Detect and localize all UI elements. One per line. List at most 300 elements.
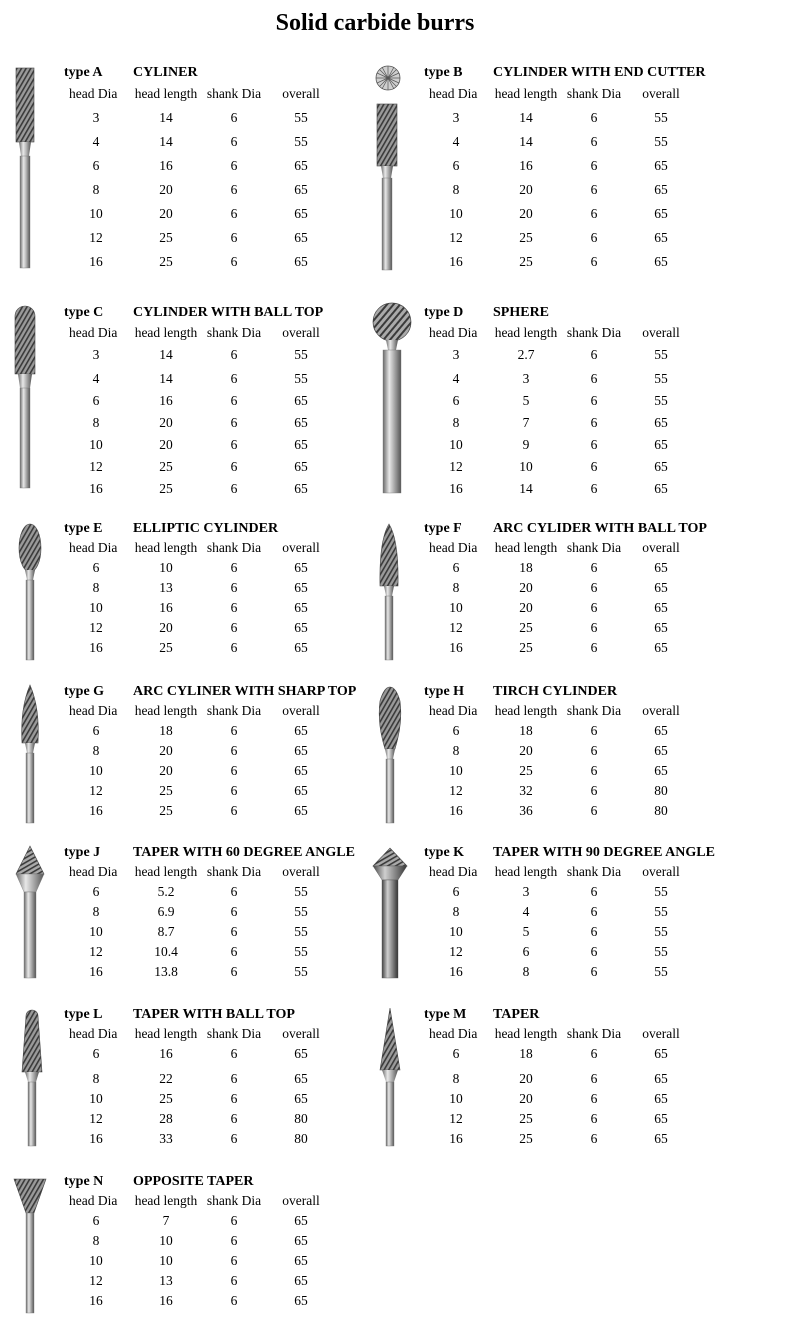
table-row [64, 578, 364, 598]
overall-cell: 65 [654, 459, 668, 474]
shank-dia-cell: 6 [590, 944, 598, 959]
shank-dia-cell: 6 [230, 1253, 238, 1268]
shank-dia-cell: 6 [590, 206, 598, 221]
head-length-cell: 20 [159, 620, 173, 635]
head-length-cell: 5 [522, 924, 530, 939]
table-row [64, 1291, 364, 1311]
table-row [64, 721, 364, 741]
head-length-cell: 4 [522, 904, 530, 919]
head-length-cell: 8.7 [157, 924, 175, 939]
shank-dia-cell: 6 [230, 459, 238, 474]
table-row [424, 478, 724, 500]
table-header-row [424, 322, 724, 344]
head-length-header: head length [494, 703, 558, 718]
shank-dia-cell: 6 [230, 743, 238, 758]
overall-cell: 65 [654, 600, 668, 615]
overall-cell: 65 [654, 560, 668, 575]
head-length-cell: 20 [159, 763, 173, 778]
table-row [64, 781, 364, 801]
head-length-cell: 25 [159, 803, 173, 818]
head-length-header: head length [134, 1193, 198, 1208]
head-dia-cell: 8 [92, 415, 100, 430]
head-dia-cell: 8 [452, 743, 460, 758]
table-row [64, 1089, 364, 1109]
overall-cell: 55 [294, 347, 308, 362]
head-dia-cell: 10 [89, 924, 103, 939]
shank-dia-cell: 6 [590, 182, 598, 197]
arc-ball-top-burr-icon [360, 520, 420, 665]
table-row [424, 1069, 724, 1089]
table-row [64, 344, 364, 366]
head-length-cell: 14 [519, 110, 533, 125]
head-length-header: head length [134, 703, 198, 718]
overall-header: overall [642, 1026, 680, 1041]
shape-name: OPPOSITE TAPER [133, 1174, 254, 1189]
overall-cell: 65 [654, 743, 668, 758]
overall-cell: 65 [654, 640, 668, 655]
overall-cell: 65 [294, 600, 308, 615]
overall-cell: 80 [654, 783, 668, 798]
type-label: type E [64, 521, 103, 536]
head-length-cell: 25 [519, 230, 533, 245]
table-row [64, 618, 364, 638]
head-dia-cell: 8 [452, 580, 460, 595]
table-row [424, 344, 724, 366]
head-dia-cell: 10 [449, 924, 463, 939]
type-label: type G [64, 684, 105, 699]
table-row [424, 781, 724, 801]
shank-dia-cell: 6 [230, 803, 238, 818]
head-dia-cell: 16 [449, 803, 463, 818]
overall-header: overall [282, 864, 320, 879]
overall-header: overall [642, 540, 680, 555]
head-dia-header: head Dia [69, 540, 118, 555]
table-row [64, 1231, 364, 1251]
overall-header: overall [642, 864, 680, 879]
shank-dia-cell: 6 [590, 580, 598, 595]
table-row [64, 1251, 364, 1271]
table-row [64, 761, 364, 781]
cylinder-ball-top-burr-icon [0, 304, 60, 494]
overall-header: overall [282, 540, 320, 555]
shape-name: SPHERE [493, 305, 550, 320]
table-row [424, 154, 724, 178]
shank-dia-cell: 6 [590, 600, 598, 615]
shank-dia-cell: 6 [590, 230, 598, 245]
overall-header: overall [282, 703, 320, 718]
overall-cell: 65 [294, 437, 308, 452]
table-row [424, 902, 724, 922]
head-dia-header: head Dia [69, 86, 118, 101]
head-length-cell: 3 [522, 884, 530, 899]
spec-table [424, 862, 724, 982]
shank-dia-cell: 6 [230, 415, 238, 430]
shank-dia-cell: 6 [230, 884, 238, 899]
head-length-cell: 6.9 [157, 904, 175, 919]
table-row [64, 154, 364, 178]
head-length-cell: 20 [159, 415, 173, 430]
table-row [424, 1109, 724, 1129]
table-row [424, 456, 724, 478]
head-dia-cell: 12 [449, 459, 463, 474]
head-length-header: head length [134, 325, 198, 340]
taper-burr-icon [360, 1006, 420, 1151]
shank-dia-cell: 6 [230, 1273, 238, 1288]
table-header-row [64, 322, 364, 344]
head-dia-header: head Dia [429, 1026, 478, 1041]
head-length-cell: 36 [519, 803, 533, 818]
head-dia-cell: 6 [92, 723, 100, 738]
shank-dia-cell: 6 [230, 134, 238, 149]
head-length-cell: 20 [159, 206, 173, 221]
shank-dia-header: shank Dia [206, 864, 262, 879]
head-length-cell: 18 [519, 1046, 533, 1061]
shank-dia-cell: 6 [590, 1111, 598, 1126]
overall-cell: 55 [294, 134, 308, 149]
head-dia-cell: 12 [89, 620, 103, 635]
table-row [424, 250, 724, 274]
shank-dia-cell: 6 [230, 1293, 238, 1308]
shank-dia-cell: 6 [590, 393, 598, 408]
shank-dia-cell: 6 [230, 182, 238, 197]
head-length-cell: 25 [159, 230, 173, 245]
shank-dia-cell: 6 [590, 347, 598, 362]
head-length-cell: 28 [159, 1111, 173, 1126]
overall-cell: 65 [654, 230, 668, 245]
head-dia-cell: 6 [452, 560, 460, 575]
overall-cell: 65 [294, 1071, 308, 1086]
head-length-cell: 20 [519, 600, 533, 615]
shank-dia-cell: 6 [230, 347, 238, 362]
head-length-cell: 25 [159, 640, 173, 655]
head-length-cell: 13.8 [154, 964, 178, 979]
taper-90-burr-icon [360, 844, 420, 984]
head-dia-cell: 16 [89, 481, 103, 496]
table-row [64, 1271, 364, 1291]
head-length-cell: 25 [519, 763, 533, 778]
shank-dia-header: shank Dia [566, 325, 622, 340]
shank-dia-header: shank Dia [206, 86, 262, 101]
head-length-cell: 5 [522, 393, 530, 408]
type-label: type B [424, 65, 463, 80]
table-header-row [64, 1191, 364, 1211]
table-row [64, 922, 364, 942]
overall-header: overall [282, 86, 320, 101]
overall-header: overall [642, 86, 680, 101]
head-dia-cell: 16 [89, 1131, 103, 1146]
overall-cell: 55 [294, 924, 308, 939]
elliptic-burr-icon [0, 520, 60, 665]
head-length-cell: 25 [159, 1091, 173, 1106]
shank-dia-header: shank Dia [206, 1193, 262, 1208]
shank-dia-cell: 6 [590, 640, 598, 655]
head-dia-cell: 3 [452, 110, 460, 125]
table-row [64, 1211, 364, 1231]
overall-cell: 65 [654, 1071, 668, 1086]
head-length-cell: 16 [159, 158, 173, 173]
shank-dia-cell: 6 [230, 110, 238, 125]
head-dia-cell: 12 [449, 230, 463, 245]
shank-dia-cell: 6 [230, 560, 238, 575]
head-length-header: head length [134, 864, 198, 879]
overall-cell: 55 [294, 110, 308, 125]
head-length-cell: 33 [159, 1131, 173, 1146]
overall-cell: 65 [654, 620, 668, 635]
table-header-row [424, 82, 724, 106]
head-length-header: head length [494, 1026, 558, 1041]
table-row [64, 202, 364, 226]
head-dia-cell: 12 [89, 459, 103, 474]
overall-cell: 55 [294, 944, 308, 959]
spec-table [64, 82, 364, 274]
head-length-cell: 10 [159, 1233, 173, 1248]
table-row [64, 801, 364, 821]
shape-name: ARC CYLINER WITH SHARP TOP [133, 684, 357, 699]
head-dia-cell: 12 [89, 1111, 103, 1126]
opposite-taper-burr-icon [0, 1173, 60, 1318]
head-length-cell: 22 [159, 1071, 173, 1086]
overall-cell: 55 [654, 134, 668, 149]
overall-header: overall [642, 325, 680, 340]
overall-cell: 80 [294, 1111, 308, 1126]
table-row [64, 456, 364, 478]
overall-cell: 65 [654, 580, 668, 595]
overall-cell: 65 [654, 1111, 668, 1126]
head-dia-cell: 6 [92, 1213, 100, 1228]
type-label: type M [424, 1007, 467, 1022]
head-dia-header: head Dia [69, 1193, 118, 1208]
head-dia-cell: 6 [452, 393, 460, 408]
table-row [424, 598, 724, 618]
table-row [64, 390, 364, 412]
type-label: type C [64, 305, 104, 320]
head-length-cell: 18 [519, 723, 533, 738]
head-length-cell: 25 [519, 1131, 533, 1146]
head-dia-cell: 3 [92, 110, 100, 125]
table-row [424, 922, 724, 942]
head-dia-cell: 10 [449, 1091, 463, 1106]
head-length-cell: 14 [159, 110, 173, 125]
head-length-cell: 5.2 [157, 884, 175, 899]
head-length-cell: 16 [159, 393, 173, 408]
table-row [424, 412, 724, 434]
table-row [424, 1129, 724, 1149]
torch-burr-icon [360, 683, 420, 828]
head-length-cell: 7 [522, 415, 530, 430]
type-label: type L [64, 1007, 103, 1022]
head-length-cell: 14 [519, 134, 533, 149]
head-dia-cell: 12 [89, 230, 103, 245]
head-dia-cell: 4 [452, 371, 460, 386]
head-dia-cell: 12 [449, 620, 463, 635]
overall-cell: 55 [654, 393, 668, 408]
spec-table [424, 701, 724, 821]
overall-cell: 65 [294, 1273, 308, 1288]
overall-cell: 65 [294, 1253, 308, 1268]
shank-dia-cell: 6 [230, 230, 238, 245]
shank-dia-cell: 6 [590, 924, 598, 939]
overall-cell: 65 [654, 1131, 668, 1146]
head-dia-cell: 4 [92, 134, 100, 149]
head-length-cell: 16 [159, 1293, 173, 1308]
spec-table [424, 1024, 724, 1149]
shank-dia-header: shank Dia [566, 1026, 622, 1041]
head-dia-cell: 12 [449, 944, 463, 959]
overall-cell: 55 [654, 964, 668, 979]
table-row [424, 721, 724, 741]
overall-cell: 80 [294, 1131, 308, 1146]
shank-dia-cell: 6 [230, 1213, 238, 1228]
shank-dia-cell: 6 [230, 620, 238, 635]
overall-header: overall [642, 703, 680, 718]
table-row [424, 390, 724, 412]
overall-cell: 65 [654, 158, 668, 173]
head-dia-cell: 16 [89, 1293, 103, 1308]
head-length-cell: 2.7 [517, 347, 535, 362]
shank-dia-header: shank Dia [566, 540, 622, 555]
head-dia-cell: 12 [449, 783, 463, 798]
overall-cell: 65 [294, 415, 308, 430]
overall-cell: 55 [654, 371, 668, 386]
shank-dia-cell: 6 [590, 158, 598, 173]
head-length-cell: 20 [159, 743, 173, 758]
shank-dia-cell: 6 [590, 134, 598, 149]
shank-dia-cell: 6 [590, 803, 598, 818]
table-header-row [424, 701, 724, 721]
head-length-cell: 14 [159, 371, 173, 386]
table-row [424, 962, 724, 982]
overall-cell: 65 [654, 1091, 668, 1106]
table-row [424, 882, 724, 902]
shape-name: ARC CYLIDER WITH BALL TOP [493, 521, 707, 536]
shank-dia-cell: 6 [590, 110, 598, 125]
table-header-row [64, 82, 364, 106]
overall-cell: 65 [654, 206, 668, 221]
overall-cell: 65 [654, 723, 668, 738]
type-label: type D [424, 305, 464, 320]
overall-cell: 65 [294, 230, 308, 245]
table-row [64, 250, 364, 274]
shape-name: TAPER WITH 60 DEGREE ANGLE [133, 845, 355, 860]
head-length-cell: 20 [519, 206, 533, 221]
head-length-cell: 14 [519, 481, 533, 496]
head-dia-header: head Dia [69, 864, 118, 879]
table-row [64, 741, 364, 761]
shank-dia-cell: 6 [230, 371, 238, 386]
head-dia-header: head Dia [69, 325, 118, 340]
head-length-cell: 13 [159, 580, 173, 595]
spec-table [64, 322, 364, 500]
shank-dia-cell: 6 [230, 1071, 238, 1086]
head-length-header: head length [494, 325, 558, 340]
shank-dia-cell: 6 [590, 964, 598, 979]
type-label: type H [424, 684, 465, 699]
table-row [424, 434, 724, 456]
shank-dia-cell: 6 [590, 481, 598, 496]
head-dia-cell: 8 [92, 1233, 100, 1248]
overall-cell: 65 [294, 1046, 308, 1061]
head-dia-cell: 10 [449, 600, 463, 615]
head-dia-cell: 8 [452, 904, 460, 919]
shank-dia-cell: 6 [590, 884, 598, 899]
table-row [424, 178, 724, 202]
head-dia-cell: 4 [452, 134, 460, 149]
shape-name: ELLIPTIC CYLINDER [133, 521, 279, 536]
cylinder-burr-icon [0, 64, 60, 274]
shank-dia-cell: 6 [230, 1091, 238, 1106]
shank-dia-cell: 6 [230, 944, 238, 959]
head-length-cell: 10 [519, 459, 533, 474]
shank-dia-cell: 6 [230, 924, 238, 939]
shape-name: CYLINER [133, 65, 198, 80]
overall-cell: 65 [294, 1091, 308, 1106]
table-row [64, 1044, 364, 1064]
overall-header: overall [282, 1193, 320, 1208]
head-dia-header: head Dia [429, 86, 478, 101]
spec-table [64, 862, 364, 982]
overall-cell: 65 [294, 206, 308, 221]
head-length-cell: 18 [159, 723, 173, 738]
overall-cell: 55 [654, 924, 668, 939]
head-dia-cell: 8 [452, 1071, 460, 1086]
head-length-cell: 14 [159, 134, 173, 149]
shape-name: TIRCH CYLINDER [493, 684, 618, 699]
shank-dia-cell: 6 [230, 254, 238, 269]
head-length-cell: 10 [159, 560, 173, 575]
head-length-cell: 6 [522, 944, 530, 959]
overall-cell: 65 [294, 803, 308, 818]
shape-name: CYLINDER WITH END CUTTER [493, 65, 706, 80]
overall-cell: 65 [654, 481, 668, 496]
table-row [64, 368, 364, 390]
type-label: type N [64, 1174, 104, 1189]
head-dia-cell: 12 [89, 783, 103, 798]
shape-name: TAPER WITH 90 DEGREE ANGLE [493, 845, 715, 860]
head-dia-cell: 10 [449, 763, 463, 778]
table-row [64, 638, 364, 658]
head-length-cell: 20 [519, 1091, 533, 1106]
head-length-cell: 25 [159, 254, 173, 269]
head-length-cell: 20 [519, 743, 533, 758]
overall-cell: 65 [294, 158, 308, 173]
head-dia-cell: 16 [449, 640, 463, 655]
table-row [424, 226, 724, 250]
head-dia-cell: 10 [89, 600, 103, 615]
head-length-cell: 7 [162, 1213, 170, 1228]
table-row [64, 178, 364, 202]
shank-dia-cell: 6 [230, 1131, 238, 1146]
overall-cell: 65 [294, 743, 308, 758]
table-row [64, 434, 364, 456]
table-row [424, 578, 724, 598]
overall-cell: 65 [294, 723, 308, 738]
table-header-row [64, 538, 364, 558]
shank-dia-cell: 6 [590, 437, 598, 452]
shank-dia-header: shank Dia [206, 540, 262, 555]
table-row [64, 1129, 364, 1149]
shank-dia-cell: 6 [230, 481, 238, 496]
table-row [424, 368, 724, 390]
overall-cell: 65 [294, 481, 308, 496]
shank-dia-header: shank Dia [566, 864, 622, 879]
table-row [424, 638, 724, 658]
head-dia-cell: 6 [452, 158, 460, 173]
shank-dia-cell: 6 [590, 415, 598, 430]
spec-table [424, 322, 724, 500]
head-dia-cell: 6 [92, 884, 100, 899]
shape-name: TAPER [493, 1007, 540, 1022]
overall-cell: 65 [294, 580, 308, 595]
